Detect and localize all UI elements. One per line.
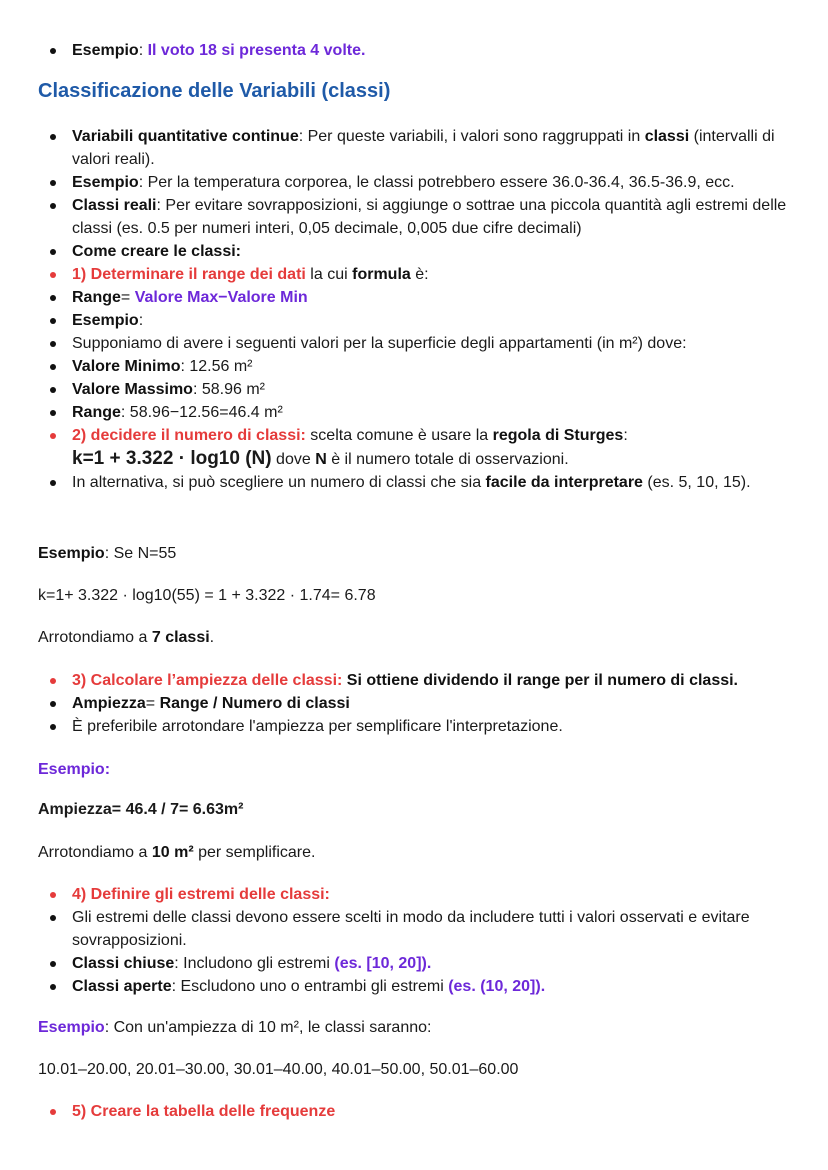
top-list: [0, 39, 828, 62]
frequency-list: [0, 1100, 828, 1123]
list-item: 3) Calcolare l’ampiezza delle classi: Si ottiene dividendo il range per il numero di classi.: [0, 669, 828, 692]
section-heading: Classificazione delle Variabili (classi): [38, 80, 391, 102]
list-item: 4) Definire gli estremi delle classi:: [0, 883, 828, 906]
list-item: Esempio: Per la temperatura corporea, le classi potrebbero essere 36.0-36.4, 36.5-36.9, ecc.: [0, 171, 828, 194]
list-item: Classi chiuse: Includono gli estremi (es. [10, 20]).: [0, 952, 828, 975]
list-item: Range= Valore Max−Valore Min: [0, 286, 828, 309]
list-item: Valore Massimo: 58.96 m²: [0, 378, 828, 401]
list-item: Esempio: Il voto 18 si presenta 4 volte.: [0, 39, 828, 62]
list-item: In alternativa, si può scegliere un numero di classi che sia facile da interpretare (es. 5, 10, 15).: [0, 471, 828, 494]
example-paragraph-3: Esempio: Con un'ampiezza di 10 m², le classi saranno:: [38, 1019, 432, 1036]
list-item: Come creare le classi:: [0, 240, 828, 263]
list-item: Gli estremi delle classi devono essere scelti in modo da includere tutti i valori osservati e evitare sovrapposizioni.: [0, 906, 828, 952]
list-item: Variabili quantitative continue: Per queste variabili, i valori sono raggruppati in classi (intervalli di valori reali).: [0, 125, 828, 171]
list-item: 2) decidere il numero di classi: scelta comune è usare la regola di Sturges: k=1 + 3.322 · log10 (N) dove N è il numero totale di osservazioni.: [0, 424, 828, 471]
classification-list: [0, 125, 828, 494]
list-item: Ampiezza= Range / Numero di classi: [0, 692, 828, 715]
amplitude-calculation: Ampiezza= 46.4 / 7= 6.63m²: [38, 801, 244, 818]
list-item: Valore Minimo: 12.56 m²: [0, 355, 828, 378]
amplitude-list: [0, 669, 828, 738]
list-item: 1) Determinare il range dei dati la cui formula è:: [0, 263, 828, 286]
list-item: 5) Creare la tabella delle frequenze: [0, 1100, 828, 1123]
round-paragraph-2: Arrotondiamo a 10 m² per semplificare.: [38, 844, 316, 861]
example-label: Esempio:: [38, 761, 111, 778]
example-paragraph: Esempio: Se N=55: [38, 545, 177, 562]
list-item: È preferibile arrotondare l'ampiezza per semplificare l'interpretazione.: [0, 715, 828, 738]
list-item: Classi aperte: Escludono uno o entrambi gli estremi (es. (10, 20]).: [0, 975, 828, 998]
calculation-line: k=1+ 3.322 · log10(55) = 1 + 3.322 · 1.74= 6.78: [38, 587, 376, 604]
sturges-formula: k=1 + 3.322 · log10 (N): [72, 448, 272, 469]
list-item: Supponiamo di avere i seguenti valori per la superficie degli appartamenti (in m²) dove:: [0, 332, 828, 355]
classes-line: 10.01–20.00, 20.01–30.00, 30.01–40.00, 40.01–50.00, 50.01–60.00: [38, 1061, 519, 1078]
list-item: Classi reali: Per evitare sovrapposizioni, si aggiunge o sottrae una piccola quantità agli estremi delle classi (es. 0.5 per numeri interi, 0,05 decimale, 0,005 due cifre decimali): [0, 194, 828, 240]
round-paragraph: Arrotondiamo a 7 classi.: [38, 629, 215, 646]
extremes-list: [0, 883, 828, 998]
list-item: Esempio:: [0, 309, 828, 332]
list-item: Range: 58.96−12.56=46.4 m²: [0, 401, 828, 424]
